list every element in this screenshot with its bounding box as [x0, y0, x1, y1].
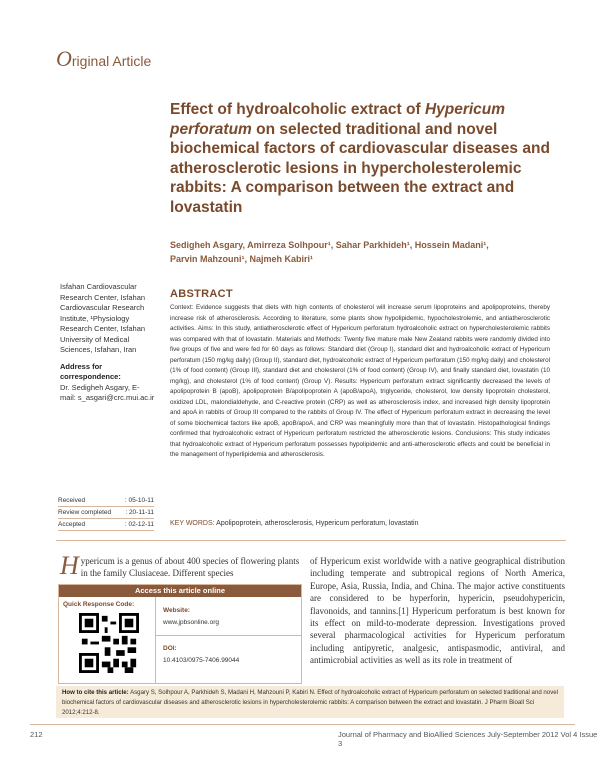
keywords-heading: KEY WORDS:: [170, 520, 215, 527]
abstract-body: Context: Evidence suggests that diets with high contents of cholesterol will increase serum lipoproteins and apolipoproteins, thereby increase risk of atherosclerosis. According to literature, some plants show hypolipidemic, hypocholestrolemic, and antiatherosclerotic activities. Aims: In this study, antiatherosclerotic effect of Hypericum perforatum hydroalcoholic extract on hypercholesterolemic rabbits was compared with that of lovastatin. Materials and Methods: Twenty five mature male New Zealand rabbits were randomly divided into five groups of five and were fed for 60 days as follows: Standard diet (Group I), standard diet and hydroalcoholic extract of Hypericum perforatum (150 mg/kg daily) (Group II), standard diet, hydroalcoholic extract of Hypericum perforatum (150 mg/kg daily) and cholesterol (1% of food content) (Group III), standard diet and cholesterol (1% of food content) (Group IV), and finally standard diet, lovastatin (10 mg/kg), and cholesterol (1% of food content) (Group V). Results: Hypericum perforatum extract significantly decreased the levels of apolipoprotein B (apoB), apolipoprotein B/apolipoprotein A (apoB/apoA), triglyceride, cholesterol, low density lipoprotein cholesterol, oxidized LDL, malondialdehyde, and C-reactive protein (CRP) as well as atherosclerosis index, and increased high density lipoprotein and apoA in rabbits of Group III compared to the rabbits of Group IV. The effect of Hypericum perforatum extract in decreasing the level of some biochemical factors like apoB, apoB/apoA, and CRP was meaningfully more than that of lovastatin. Histopathological findings confirmed that hydroalcoholic extract of Hypericum perforatum restricted the atherosclerotic lesions. Conclusions: This study indicates that hydroalcoholic extract of Hypericum perforatum possesses hypolipidemic and anti-atherosclerotic effects and could be beneficial in the management of hyperlipidemia and atherosclerosis.: [170, 304, 550, 458]
website-link[interactable]: www.jpbsonline.org: [163, 619, 220, 626]
access-online-box: [58, 584, 302, 684]
section-label: [56, 46, 151, 72]
article-title: Effect of hydroalcoholic extract of Hypericum perforatum on selected traditional and novel biochemical factors of cardiovascular diseases and atherosclerotic lesions in hypercholesterolemic rabbits: A comparison between the extract and lovastatin: [170, 101, 550, 216]
citation-box: [56, 686, 564, 718]
abstract-heading: ABSTRACT: [170, 288, 233, 300]
authors-line-2: Parvin Mahzouni¹, Najmeh Kabiri¹: [170, 254, 314, 264]
date-row-received: Received : 05-10-11: [58, 495, 154, 507]
box-divider-horizontal: [156, 635, 301, 636]
body-column-2: of Hypericum exist worldwide with a native geographical distribution including temperate and subtropical regions of North America, Europe, Asia, Russia, India, and China. The major active constituents are considered to be hyperforin, hypericin, pseudohypericin, flavonoids, and tannins.[1] Hypericum perforatum is best known for its effect on mild-to-moderate depression. Investigations proved several pharmacological activities for Hypericum perforatum including antipyretic, analgesic, antispasmodic, antiviral, and antimicrobial activities as well as its role in treatment of: [310, 556, 565, 666]
section-label-initial: O: [56, 46, 72, 71]
access-box-heading: Access this article online: [59, 585, 301, 597]
qr-code-icon[interactable]: [79, 613, 139, 673]
body-column-1: [60, 551, 300, 580]
article-dates: [58, 495, 154, 531]
correspondence-text: Dr. Sedigheh Asgary, E-mail: s_asgari@crc.mui.ac.ir: [60, 382, 155, 402]
keywords: [170, 520, 560, 527]
date-row-accepted: Accepted : 02-12-11: [58, 519, 154, 531]
website-label: Website:: [163, 607, 190, 614]
author-list: [170, 238, 570, 266]
section-divider: [56, 540, 566, 541]
citation-text: Asgary S, Solhpour A, Parkhideh S, Madani H, Mahzouni P, Kabiri N. Effect of hydroalcoholic extract of Hypericum perforatum on selected traditional and novel biochemical factors of cardiovascular diseases and atherosclerotic lesions in hypercholesterolemic rabbits: A comparison between the extract and lovastatin. J Pharm Bioall Sci 2012;4:212-8.: [62, 689, 558, 716]
doi-label: DOI:: [163, 645, 177, 652]
keywords-text: Apolipoprotein, atherosclerosis, Hypericum perforatum, lovastatin: [216, 520, 419, 527]
body-col1-text: ypericum is a genus of about 400 species of flowering plants in the family Clusiaceae. Different species: [80, 556, 300, 578]
section-label-rest: riginal Article: [71, 53, 152, 69]
affiliation-text: Isfahan Cardiovascular Research Center, Isfahan Cardiovascular Research Institute, ¹Physiology Research Center, Isfahan University of Medical Sciences, Isfahan, Iran: [60, 282, 146, 354]
qr-label: Quick Response Code:: [63, 601, 135, 608]
journal-footer: Journal of Pharmacy and BioAllied Sciences July-September 2012 Vol 4 Issue 3: [338, 730, 598, 748]
doi-link[interactable]: 10.4103/0975-7406.99044: [163, 657, 240, 664]
footer-divider: [30, 724, 575, 725]
authors-line-1: Sedigheh Asgary, Amirreza Solhpour¹, Sahar Parkhideh¹, Hossein Madani¹,: [170, 240, 489, 250]
citation-label: How to cite this article:: [62, 689, 129, 696]
correspondence-heading: Address for correspondence:: [60, 361, 121, 381]
drop-cap: H: [60, 551, 79, 580]
page-number: 212: [30, 730, 43, 739]
box-divider-vertical: [155, 597, 156, 683]
date-row-review: Review completed : 20-11-11: [58, 507, 154, 519]
affiliation-block: [60, 282, 155, 404]
